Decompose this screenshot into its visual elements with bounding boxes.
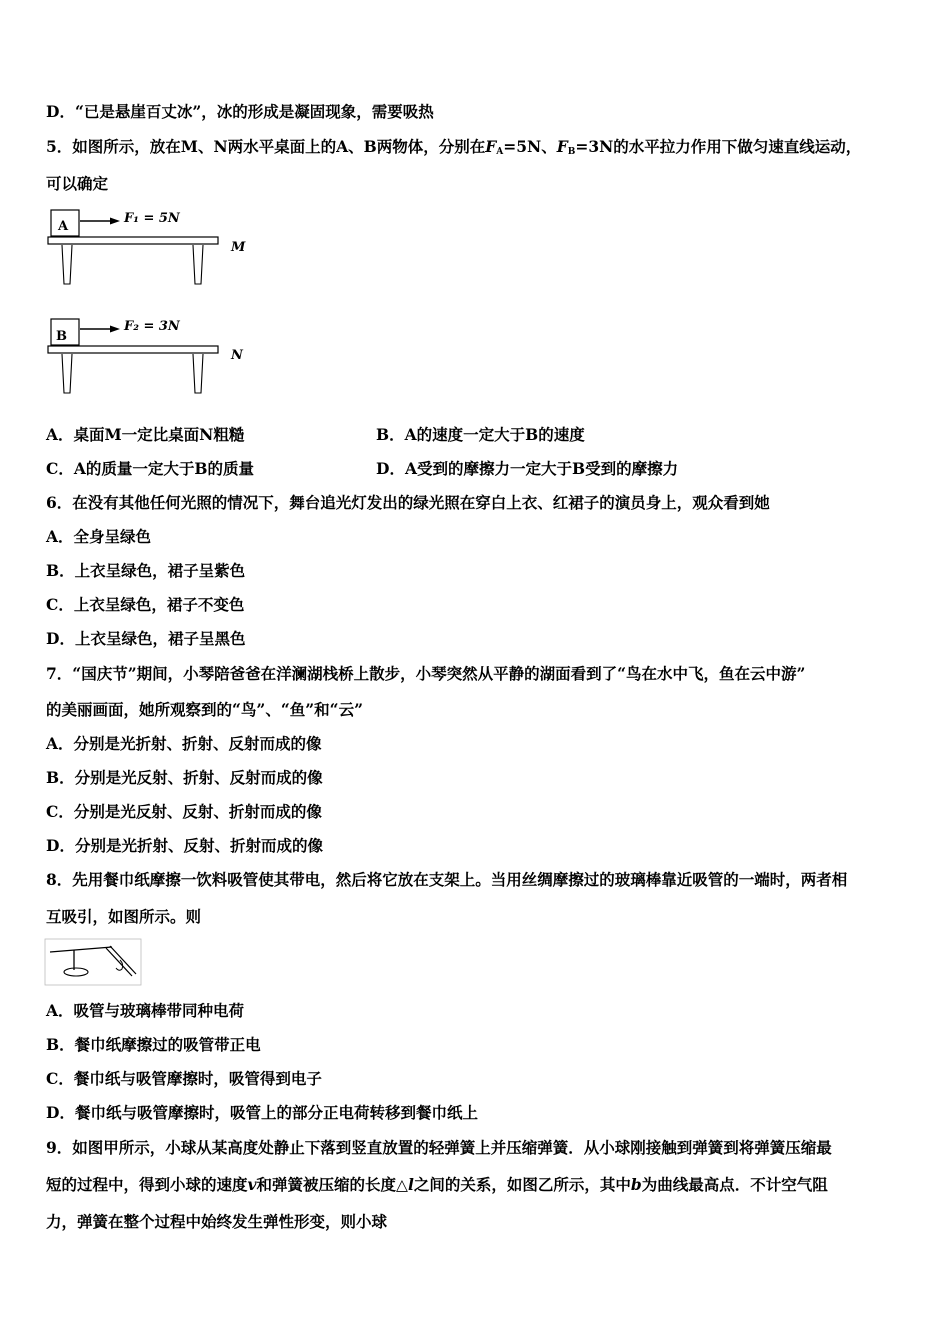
q8-option-d: D．餐巾纸与吸管摩擦时，吸管上的部分正电荷转移到餐巾纸上	[46, 1103, 478, 1122]
q6-option-c: C．上衣呈绿色，裙子不变色	[46, 595, 245, 614]
q9-l-symbol: l	[407, 1175, 414, 1194]
table-m-left-leg	[62, 245, 72, 284]
table-n-right-leg	[193, 354, 203, 393]
table-m-label: M	[231, 240, 246, 255]
q5-fa-symbol: F	[485, 137, 497, 156]
q9-b-symbol: b	[630, 1175, 642, 1194]
q8-option-b: B．餐巾纸摩擦过的吸管带正电	[46, 1035, 261, 1054]
q8-option-c: C．餐巾纸与吸管摩擦时，吸管得到电子	[46, 1069, 322, 1088]
q7-stem-line1: 7．“国庆节”期间，小琴陪爸爸在洋澜湖栈桥上散步，小琴突然从平静的湖面看到了“鸟在水中飞，鱼在云中游”	[46, 664, 806, 683]
q6-stem: 6．在没有其他任何光照的情况下，舞台追光灯发出的绿光照在穿白上衣、红裙子的演员身上，观众看到她	[46, 493, 770, 512]
arrowhead-a-icon	[110, 218, 120, 225]
q6-option-b: B．上衣呈绿色，裙子呈紫色	[46, 561, 246, 580]
q9-line2-a: 短的过程中，得到小球的速度	[46, 1175, 248, 1194]
q5-stem-line1	[46, 137, 861, 162]
table-m-top	[48, 237, 218, 244]
q5-figure-table-m	[44, 205, 254, 293]
q8-figure-straw-stand	[44, 938, 144, 988]
block-a-label: A	[58, 219, 69, 234]
q9-stem-line2	[46, 1175, 828, 1195]
q5-fa-sub: A	[496, 147, 504, 157]
q5-option-d: D．A受到的摩擦力一定大于B受到的摩擦力	[376, 459, 679, 478]
force-b-label: F₂ = 3N	[124, 319, 180, 334]
q8-option-a: A．吸管与玻璃棒带同种电荷	[46, 1001, 245, 1020]
q5-fb-value: =3N的水平拉力作用下做匀速直线运动，	[575, 137, 862, 156]
q5-fb-symbol: F	[556, 137, 568, 156]
q5-option-b: B．A的速度一定大于B的速度	[376, 425, 585, 444]
q7-option-a: A．分别是光折射、折射、反射而成的像	[46, 734, 322, 753]
q5-option-a: A．桌面M一定比桌面N粗糙	[46, 425, 245, 444]
q6-option-d: D．上衣呈绿色，裙子呈黑色	[46, 629, 246, 648]
q9-stem-line1: 9．如图甲所示，小球从某高度处静止下落到竖直放置的轻弹簧上并压缩弹簧．从小球刚接触到弹簧到将弹簧压缩最	[46, 1138, 832, 1157]
q9-v-symbol: v	[247, 1175, 257, 1194]
arrowhead-b-icon	[110, 326, 120, 333]
q5-figure-table-n	[44, 313, 254, 401]
q5-option-c: C．A的质量一定大于B的质量	[46, 459, 254, 478]
table-n-top	[48, 346, 218, 353]
figure-frame	[45, 939, 141, 985]
q7-option-d: D．分别是光折射、反射、折射而成的像	[46, 836, 323, 855]
q9-line2-b: 和弹簧被压缩的长度△	[256, 1175, 408, 1194]
q4-option-d: D．“已是悬崖百丈冰”，冰的形成是凝固现象，需要吸热	[46, 102, 434, 121]
table-n-label: N	[231, 348, 243, 363]
q7-option-b: B．分别是光反射、折射、反射而成的像	[46, 768, 323, 787]
q9-line2-c: 之间的关系，如图乙所示，其中	[413, 1175, 631, 1194]
block-b-label: B	[56, 329, 67, 344]
q7-option-c: C．分别是光反射、反射、折射而成的像	[46, 802, 322, 821]
table-m-right-leg	[193, 245, 203, 284]
q5-fb-sub: B	[567, 147, 576, 157]
q9-line2-d: 为曲线最高点．不计空气阻	[641, 1175, 828, 1194]
force-a-label: F₁ = 5N	[124, 211, 180, 226]
q8-stem-line1: 8．先用餐巾纸摩擦一饮料吸管使其带电，然后将它放在支架上。当用丝绸摩擦过的玻璃棒靠近吸管的一端时，两者相	[46, 870, 848, 889]
q5-stem-prefix: 5．如图所示，放在M、N两水平桌面上的A、B两物体，分别在	[46, 137, 486, 156]
q8-stem-line2: 互吸引，如图所示。则	[46, 907, 202, 926]
q5-stem-line2: 可以确定	[46, 174, 109, 193]
table-n-left-leg	[62, 354, 72, 393]
q5-fa-value: =5N、	[503, 137, 557, 156]
q6-option-a: A．全身呈绿色	[46, 527, 152, 546]
q9-stem-line3: 力，弹簧在整个过程中始终发生弹性形变，则小球	[46, 1212, 388, 1231]
q7-stem-line2: 的美丽画面，她所观察到的“鸟”、“鱼”和“云”	[46, 700, 363, 719]
